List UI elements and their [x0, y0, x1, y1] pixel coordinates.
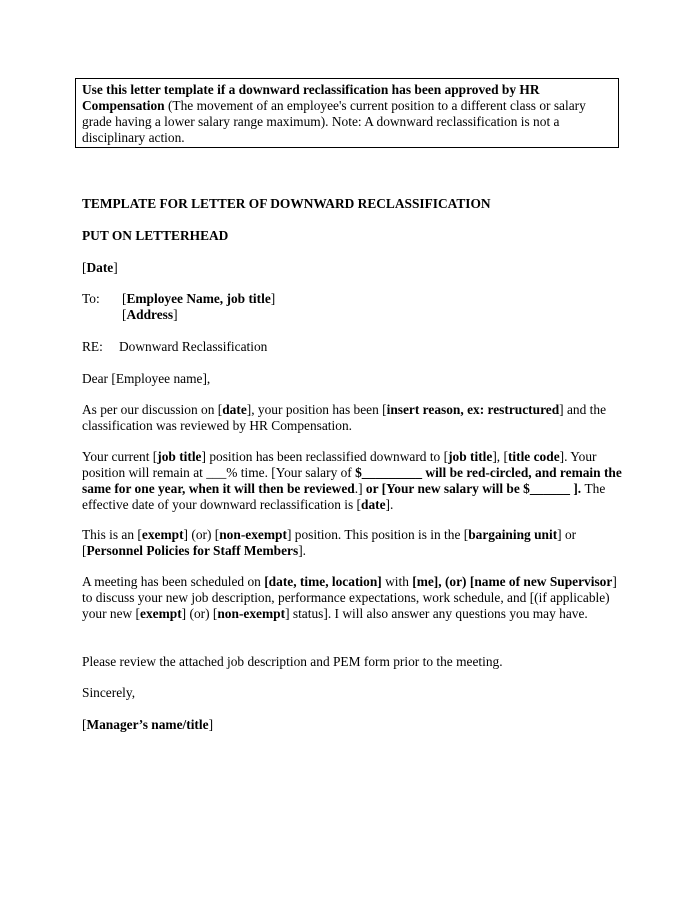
- para2-text-3: ], [: [492, 449, 508, 464]
- instruction-notice-box: [75, 78, 619, 148]
- para4-bold-4: non-exempt: [217, 606, 286, 621]
- re-label: RE:: [82, 339, 103, 354]
- address-placeholder-text: Address: [126, 307, 174, 322]
- paragraph-reclassification-details: [82, 449, 622, 513]
- para1-text-1: As per our discussion on [: [82, 402, 223, 417]
- para1-text-2: ], your position has been [: [246, 402, 387, 417]
- para2-text-1: Your current [: [82, 449, 158, 464]
- para4-text-4: ] (or) [: [181, 606, 218, 621]
- closing: Sincerely,: [82, 685, 136, 700]
- para4-text-5: ] status]. I will also answer any questions you may have.: [285, 606, 588, 621]
- para2-bold-1: job title: [157, 449, 202, 464]
- template-heading: [82, 196, 622, 212]
- para2-text-2: ] position has been reclassified downward to [: [201, 449, 449, 464]
- instruction-notice-text: [82, 82, 613, 146]
- para2-text-5: .]: [354, 481, 366, 496]
- date-placeholder-text: Date: [86, 260, 114, 275]
- para4-text-1: A meeting has been scheduled on: [82, 574, 265, 589]
- instruction-notice-bold: Use this letter template if a downward reclassification has been approved by HR Compensation: [82, 82, 540, 113]
- paragraph-review-request: Please review the attached job description and PEM form prior to the meeting.: [82, 654, 503, 669]
- employee-name-placeholder-text: Employee Name, job title: [126, 291, 271, 306]
- para2-text-6: The effective date of your downward reclassification is [: [82, 481, 606, 512]
- para1-bold-1: date: [222, 402, 247, 417]
- to-label: To:: [82, 291, 100, 306]
- signature-placeholder: [Manager’s name/title]: [82, 717, 214, 732]
- para2-bold-3: title code: [507, 449, 560, 464]
- to-values: [122, 291, 275, 323]
- para4-text-3: ] to discuss your new job description, performance expectations, work schedule, and [(if applicable) your new [: [82, 574, 617, 621]
- date-placeholder: [Date]: [82, 260, 118, 275]
- address-placeholder: [Address]: [122, 307, 178, 322]
- para3-text-3: ] position. This position is in the [: [286, 527, 469, 542]
- para4-bold-3: exempt: [140, 606, 182, 621]
- para3-text-4: ] or [: [82, 527, 577, 558]
- para1-bold-2: insert reason, ex: restructured: [386, 402, 560, 417]
- para2-bold-5: or [Your new salary will be $______ ].: [365, 481, 585, 496]
- signature-placeholder-text: Manager’s name/title: [86, 717, 209, 732]
- template-heading-text: TEMPLATE FOR LETTER OF DOWNWARD RECLASSIFICATION: [82, 196, 491, 211]
- paragraph-position-change: [82, 402, 622, 434]
- para3-bold-3: bargaining unit: [468, 527, 558, 542]
- para2-bold-4: $_________ will be red-circled, and remain the same for one year, when it will then be reviewed: [82, 465, 622, 496]
- para4-bold-1: [date, time, location]: [264, 574, 382, 589]
- letterhead-instruction-text: PUT ON LETTERHEAD: [82, 228, 229, 243]
- letterhead-instruction: [82, 228, 622, 244]
- para2-text-4: ]. Your position will remain at ___% time. [Your salary of: [82, 449, 597, 480]
- para2-text-7: ].: [385, 497, 394, 512]
- para3-bold-1: exempt: [141, 527, 184, 542]
- paragraph-meeting: [82, 574, 622, 622]
- para4-bold-2: [me], (or) [name of new Supervisor: [412, 574, 613, 589]
- para4-text-2: with: [381, 574, 413, 589]
- para3-text-2: ] (or) [: [183, 527, 220, 542]
- salutation: Dear [Employee name],: [82, 371, 211, 386]
- para2-bold-6: date: [361, 497, 386, 512]
- para1-text-3: ] and the classification was reviewed by HR Compensation.: [82, 402, 607, 433]
- paragraph-exempt-status: [82, 527, 622, 559]
- instruction-notice-normal: (The movement of an employee's current position to a different class or salary grade having a lower salary range maximum). Note: A downward reclassification is not a disciplinary action.: [82, 98, 586, 145]
- para3-text-5: ].: [298, 543, 306, 558]
- para3-bold-2: non-exempt: [219, 527, 287, 542]
- employee-name-placeholder: [Employee Name, job title]: [122, 291, 276, 306]
- para3-bold-4: Personnel Policies for Staff Members: [86, 543, 299, 558]
- re-subject: Downward Reclassification: [119, 339, 268, 354]
- para3-text-1: This is an [: [82, 527, 142, 542]
- para2-bold-2: job title: [448, 449, 493, 464]
